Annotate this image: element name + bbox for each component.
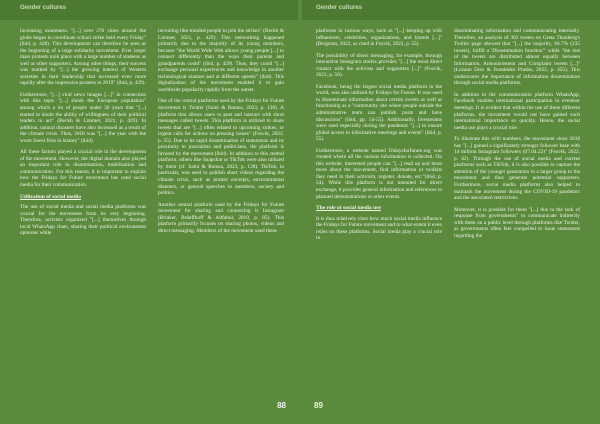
paragraph: disseminating information and communicating internally. Therefore, an analysis of 363 tweets on Greta Thunberg's Twitter page showed that "[...] the majority, 64.7% (235 tweets), fulfill a 'Dissemination function'" while "the rest of the tweets are distributed almost equally between Information, Announcement and Complaint tweets [...]" (Lozano Diez & Fernández Prados, 2022, p. 455). This underscores the importance of information dissemination through social media platforms.: [454, 28, 580, 87]
text-column: [454, 28, 580, 388]
text-column: [316, 28, 442, 388]
paragraph: Furthermore, a website named fridaysforfuture.org was created where all the various information is collected. On this website, interested people can "[...] read up and learn more about the movement, find information or toolkits they need in their activism, register, donate, etc."(ibid, p. 54). While this platform is not intended for direct exchange, it provides general information and references to planned demonstrations or other events.: [316, 147, 442, 200]
paragraph: increasing awareness. "[...] over 270 cities around the globe began to coordinate school strike held every Friday"(ibid, p. 428). This development can therefore be seen as the beginning of a large solidarity movement. Ever larger mass protests took place with a large number of students as well as other supporters. Among other things, their success was marked by "[...] the growing interest of Western societies in their leadership that increased even more rapidly after the impressive protests in 2019" (ibid, p. 429).: [20, 28, 146, 87]
right-page: [302, 0, 600, 424]
paragraph: One of the central platforms used by the Fridays for Future movement is Twitter (Saini & Rumsa, 2023, p. 138). A platform that allows users to post and interact with short messages called tweets. This platform is utilized to share tweets that are "[...] often related to upcoming strikes, or urgent calls for actions on pressing issues" (Fosvik, 2022, p. 55). Due to its rapid dissemination of statements and its proximity to journalists and politicians, the platform is favored by the movement (ibid). In addition to this central platform, others like Snapchat or TikTok were also utilized by them (cf. Saini & Rumsa, 2023, p. 138). TikTok, in particular, was used to publish short videos regarding the climate crisis, such as protest excerpts, environmental disasters, or general speeches to members, society and politics.: [158, 98, 284, 197]
paragraph: Furthermore, "[...] viral news images [...]" in connection with this topic "[...] shook the European population" among which a lot of people under 30 years that "[...] started to doubt the ability of willingness of their political leaders to act" (Beckh & Limmer, 2021, p. 429). In addition, natural disasters have also increased as a result of the climate crisis. Thus, 2018 was "[...] the year with the worst forest fires in history" (ibid).: [20, 91, 146, 144]
paragraph: recruiting like-minded people to join the strikes" (Beckh & Limmer, 2021, p. 429). This networking happened primarily due to the majority of its young members, because "the World Wide Web allows young people [...] to connect differently than the ways their parents and grandparents could" (ibid, p. 429). Thus, they could "[...] exchange personal experiences and knowledge in another technological manner and at different speeds" (ibid). This digitalization of the movement enabled it to gain worldwide popularity rapidly from the outset.: [158, 28, 284, 93]
paragraph: Another central platform used by the Fridays for Future movement for sharing and connecting is Instagram (Brinker, Brüeffhoff & Altfabul, 2019, p. 85). This platform primarily focuses on sharing photos, videos and direct messaging. Members of the movement used these: [158, 201, 284, 234]
running-head: Gender cultures: [316, 5, 363, 11]
paragraph: It is thus relatively clear how much social media influence the Fridays for Future movement and to what extent it even relies on these platforms. Social media play a crucial role in: [316, 215, 442, 242]
section-heading: The role of social media use: [316, 205, 381, 212]
paragraph: In addition to the communication platform WhatsApp, Facebook enables international participation in eventsor meetings. It is evident that within the use of these different platforms, the movement would not have gained such international importance so quickly. Hence, the social media use plays a crucial role.: [454, 91, 580, 131]
text-column: [158, 28, 284, 388]
paragraph: The use of social media and social media platforms was crucial for the movement from its very beginning. Therefore, activists organized "[...] themselves through local WhatsApp chats, sharing their political environment opinions while: [20, 204, 146, 237]
section-heading: Utilization of social media: [20, 193, 81, 200]
paragraph: To illustrate this with numbers, the movement since 2018 has "[...] gained a significantly stronger follower base with 14 million Instagram followers (07.04.22)" (Fosvik, 2022, p. 42). Through the use of social media and current platforms such as TikTok, it is also possible to capture the attention of the younger generation in a larger group to the movement and thus generate potential supporters. Furthermore, social media platforms also helped to maintain the movement during the COVID-19 pandemic and the associated restrictions.: [454, 136, 580, 202]
left-page: [0, 0, 298, 424]
paragraph: Moreover, it is possible for them "[...] due to the lack of response from governments" to communicate indirectly with them on a public level through platforms like Twitter, as governments often feel compelled to issue statements regarding the: [454, 206, 580, 239]
text-columns: [20, 28, 284, 388]
paragraph: The possibility of direct messaging, for example, through interactive Instagram stories provides "[...] the most direct contact with the activists and supporters [...]" (Fosvik, 2022, p. 56).: [316, 52, 442, 79]
paragraph: platforms in various ways, such as "[...] keeping up with influencers, celebrities, organizations, and brands [...]" (Bergman, 2022, as cited in Fosvik, 2022, p. 55).: [316, 28, 442, 48]
paragraph: Facebook, being the largest social media platform in the world, was also utilized by Fridays for Future. It was used to disseminate information about certain events as well as functioning as a "community site where people outside the administrative team can publish posts and have discussions" (ibid, pp. 54-55). Additionally, livestreams were used especially during the pandemic "[...] to ensure global access to informative meetings and events" (ibid, p. 55).: [316, 83, 442, 143]
text-column: [20, 28, 146, 388]
page-number: 89: [314, 401, 323, 410]
running-head: Gender cultures: [20, 5, 67, 11]
page-number: 88: [277, 401, 286, 410]
paragraph: All these factors played a crucial role in the development of the movement. However, the digital domain also played an important role in dissemination, mobilization and communication. For this reason, it is important to explain how the Fridays for Future movement has used social media for their communication.: [20, 149, 146, 189]
text-columns: [316, 28, 580, 388]
